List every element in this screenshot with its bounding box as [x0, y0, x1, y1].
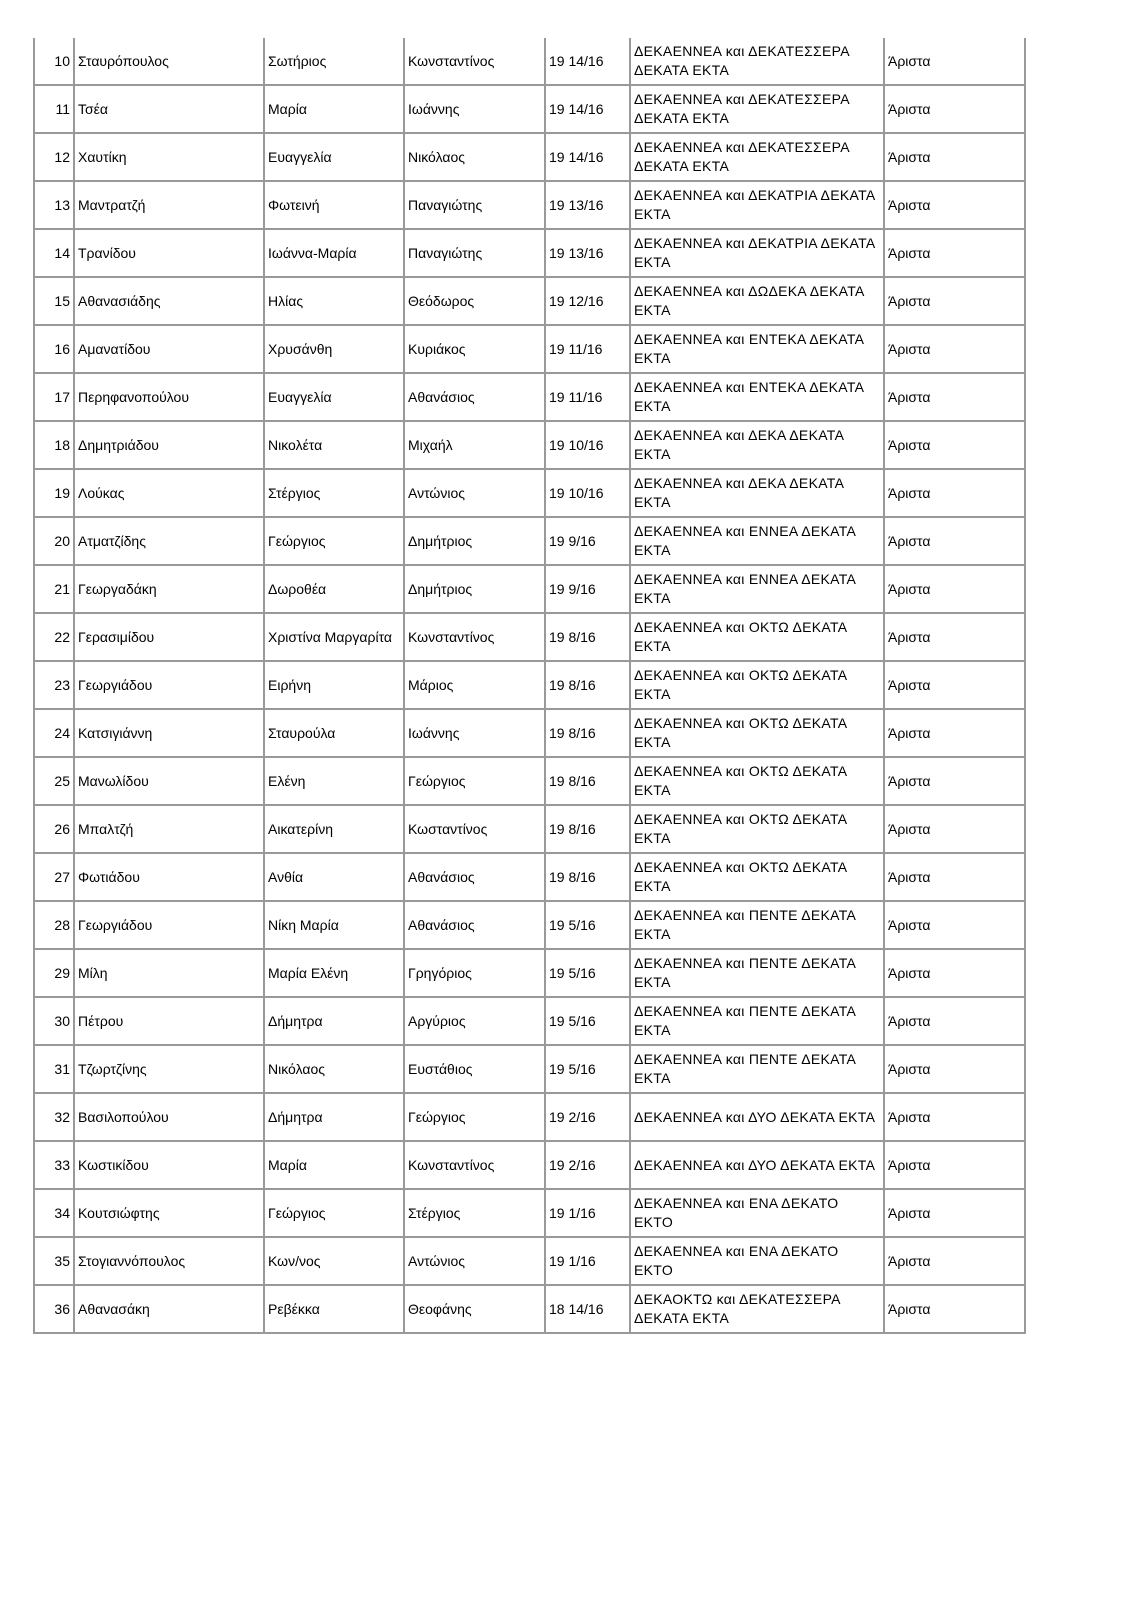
father-name-cell: Αντώνιος	[404, 1237, 545, 1285]
grade-in-words-cell: ΔΕΚΑΕΝΝΕΑ και ΟΚΤΩ ΔΕΚΑΤΑ ΕΚΤΑ	[630, 853, 884, 901]
row-number: 12	[34, 133, 74, 181]
grade-cell: 19 8/16	[545, 613, 630, 661]
table-row	[34, 421, 1025, 469]
rank-cell: Άριστα	[884, 373, 1025, 421]
row-number: 32	[34, 1093, 74, 1141]
grade-in-words-cell: ΔΕΚΑΕΝΝΕΑ και ΠΕΝΤΕ ΔΕΚΑΤΑ ΕΚΤΑ	[630, 1045, 884, 1093]
surname-cell: Λούκας	[74, 469, 264, 517]
father-name-cell: Αντώνιος	[404, 469, 545, 517]
father-name-cell: Γρηγόριος	[404, 949, 545, 997]
row-number: 34	[34, 1189, 74, 1237]
grade-cell: 19 8/16	[545, 661, 630, 709]
surname-cell: Γερασιμίδου	[74, 613, 264, 661]
row-number: 17	[34, 373, 74, 421]
rank-cell: Άριστα	[884, 277, 1025, 325]
grade-in-words-cell: ΔΕΚΑΕΝΝΕΑ και ΟΚΤΩ ΔΕΚΑΤΑ ΕΚΤΑ	[630, 757, 884, 805]
row-number: 18	[34, 421, 74, 469]
father-name-cell: Γεώργιος	[404, 1093, 545, 1141]
surname-cell: Κουτσιώφτης	[74, 1189, 264, 1237]
row-number: 22	[34, 613, 74, 661]
rank-cell: Άριστα	[884, 517, 1025, 565]
grade-cell: 19 2/16	[545, 1141, 630, 1189]
first-name-cell: Σταυρούλα	[264, 709, 404, 757]
grade-cell: 19 5/16	[545, 997, 630, 1045]
father-name-cell: Κωνσταντίνος	[404, 613, 545, 661]
table-row	[34, 38, 1025, 85]
table-row	[34, 661, 1025, 709]
grade-cell: 19 9/16	[545, 517, 630, 565]
row-number: 33	[34, 1141, 74, 1189]
first-name-cell: Ρεβέκκα	[264, 1285, 404, 1333]
row-number: 36	[34, 1285, 74, 1333]
rank-cell: Άριστα	[884, 325, 1025, 373]
table-row	[34, 1285, 1025, 1333]
row-number: 26	[34, 805, 74, 853]
row-number: 29	[34, 949, 74, 997]
row-number: 11	[34, 85, 74, 133]
surname-cell: Τρανίδου	[74, 229, 264, 277]
grade-cell: 19 10/16	[545, 421, 630, 469]
first-name-cell: Σωτήριος	[264, 38, 404, 85]
table-row	[34, 1237, 1025, 1285]
rank-cell: Άριστα	[884, 565, 1025, 613]
grade-in-words-cell: ΔΕΚΑΕΝΝΕΑ και ΕΝΤΕΚΑ ΔΕΚΑΤΑ ΕΚΤΑ	[630, 325, 884, 373]
rank-cell: Άριστα	[884, 38, 1025, 85]
father-name-cell: Αργύριος	[404, 997, 545, 1045]
father-name-cell: Παναγιώτης	[404, 181, 545, 229]
father-name-cell: Γεώργιος	[404, 757, 545, 805]
rank-cell: Άριστα	[884, 133, 1025, 181]
surname-cell: Σταυρόπουλος	[74, 38, 264, 85]
grade-cell: 19 1/16	[545, 1189, 630, 1237]
first-name-cell: Ανθία	[264, 853, 404, 901]
surname-cell: Μανωλίδου	[74, 757, 264, 805]
table-row	[34, 949, 1025, 997]
grade-in-words-cell: ΔΕΚΑΕΝΝΕΑ και ΔΩΔΕΚΑ ΔΕΚΑΤΑ ΕΚΤΑ	[630, 277, 884, 325]
row-number: 10	[34, 38, 74, 85]
table-row	[34, 613, 1025, 661]
grade-in-words-cell: ΔΕΚΑΟΚΤΩ και ΔΕΚΑΤΕΣΣΕΡΑ ΔΕΚΑΤΑ ΕΚΤΑ	[630, 1285, 884, 1333]
rank-cell: Άριστα	[884, 229, 1025, 277]
first-name-cell: Μαρία Ελένη	[264, 949, 404, 997]
table-row	[34, 1189, 1025, 1237]
row-number: 25	[34, 757, 74, 805]
surname-cell: Πέτρου	[74, 997, 264, 1045]
surname-cell: Μπαλτζή	[74, 805, 264, 853]
rank-cell: Άριστα	[884, 709, 1025, 757]
father-name-cell: Δημήτριος	[404, 565, 545, 613]
table-row	[34, 229, 1025, 277]
table-row	[34, 469, 1025, 517]
father-name-cell: Νικόλαος	[404, 133, 545, 181]
first-name-cell: Νικόλαος	[264, 1045, 404, 1093]
rank-cell: Άριστα	[884, 1093, 1025, 1141]
grade-in-words-cell: ΔΕΚΑΕΝΝΕΑ και ΕΝΝΕΑ ΔΕΚΑΤΑ ΕΚΤΑ	[630, 565, 884, 613]
rank-cell: Άριστα	[884, 997, 1025, 1045]
first-name-cell: Στέργιος	[264, 469, 404, 517]
row-number: 24	[34, 709, 74, 757]
rank-cell: Άριστα	[884, 181, 1025, 229]
rank-cell: Άριστα	[884, 949, 1025, 997]
grade-cell: 19 5/16	[545, 1045, 630, 1093]
father-name-cell: Κωνσταντίνος	[404, 1141, 545, 1189]
first-name-cell: Φωτεινή	[264, 181, 404, 229]
surname-cell: Χαυτίκη	[74, 133, 264, 181]
table-row	[34, 181, 1025, 229]
father-name-cell: Στέργιος	[404, 1189, 545, 1237]
first-name-cell: Γεώργιος	[264, 1189, 404, 1237]
grade-in-words-cell: ΔΕΚΑΕΝΝΕΑ και ΔΕΚΑΤΕΣΣΕΡΑ ΔΕΚΑΤΑ ΕΚΤΑ	[630, 85, 884, 133]
grade-cell: 19 5/16	[545, 949, 630, 997]
results-table-body	[34, 38, 1025, 1333]
row-number: 23	[34, 661, 74, 709]
grade-cell: 19 1/16	[545, 1237, 630, 1285]
grade-in-words-cell: ΔΕΚΑΕΝΝΕΑ και ΠΕΝΤΕ ΔΕΚΑΤΑ ΕΚΤΑ	[630, 997, 884, 1045]
row-number: 19	[34, 469, 74, 517]
first-name-cell: Μαρία	[264, 85, 404, 133]
grade-in-words-cell: ΔΕΚΑΕΝΝΕΑ και ΠΕΝΤΕ ΔΕΚΑΤΑ ΕΚΤΑ	[630, 901, 884, 949]
table-row	[34, 1141, 1025, 1189]
grade-cell: 19 12/16	[545, 277, 630, 325]
surname-cell: Τζωρτζίνης	[74, 1045, 264, 1093]
grade-cell: 19 5/16	[545, 901, 630, 949]
surname-cell: Τσέα	[74, 85, 264, 133]
father-name-cell: Ιωάννης	[404, 709, 545, 757]
rank-cell: Άριστα	[884, 1285, 1025, 1333]
grade-in-words-cell: ΔΕΚΑΕΝΝΕΑ και ΔΕΚΑ ΔΕΚΑΤΑ ΕΚΤΑ	[630, 421, 884, 469]
grade-in-words-cell: ΔΕΚΑΕΝΝΕΑ και ΔΥΟ ΔΕΚΑΤΑ ΕΚΤΑ	[630, 1093, 884, 1141]
table-row	[34, 277, 1025, 325]
surname-cell: Γεωργαδάκη	[74, 565, 264, 613]
table-row	[34, 133, 1025, 181]
table-row	[34, 757, 1025, 805]
first-name-cell: Κων/νος	[264, 1237, 404, 1285]
grade-cell: 19 13/16	[545, 229, 630, 277]
father-name-cell: Αθανάσιος	[404, 853, 545, 901]
surname-cell: Κωστικίδου	[74, 1141, 264, 1189]
table-row	[34, 85, 1025, 133]
father-name-cell: Δημήτριος	[404, 517, 545, 565]
grade-cell: 19 9/16	[545, 565, 630, 613]
first-name-cell: Χριστίνα Μαργαρίτα	[264, 613, 404, 661]
table-row	[34, 1093, 1025, 1141]
grade-in-words-cell: ΔΕΚΑΕΝΝΕΑ και ΔΕΚΑ ΔΕΚΑΤΑ ΕΚΤΑ	[630, 469, 884, 517]
rank-cell: Άριστα	[884, 1141, 1025, 1189]
grade-cell: 19 14/16	[545, 85, 630, 133]
rank-cell: Άριστα	[884, 757, 1025, 805]
father-name-cell: Μάριος	[404, 661, 545, 709]
father-name-cell: Κωνσταντίνος	[404, 38, 545, 85]
father-name-cell: Ευστάθιος	[404, 1045, 545, 1093]
grade-in-words-cell: ΔΕΚΑΕΝΝΕΑ και ΟΚΤΩ ΔΕΚΑΤΑ ΕΚΤΑ	[630, 661, 884, 709]
surname-cell: Μαντρατζή	[74, 181, 264, 229]
first-name-cell: Χρυσάνθη	[264, 325, 404, 373]
father-name-cell: Θεοφάνης	[404, 1285, 545, 1333]
surname-cell: Μίλη	[74, 949, 264, 997]
rank-cell: Άριστα	[884, 421, 1025, 469]
table-row	[34, 517, 1025, 565]
rank-cell: Άριστα	[884, 853, 1025, 901]
grade-cell: 19 2/16	[545, 1093, 630, 1141]
first-name-cell: Μαρία	[264, 1141, 404, 1189]
surname-cell: Βασιλοπούλου	[74, 1093, 264, 1141]
results-table	[33, 38, 1026, 1334]
father-name-cell: Αθανάσιος	[404, 901, 545, 949]
row-number: 21	[34, 565, 74, 613]
grade-in-words-cell: ΔΕΚΑΕΝΝΕΑ και ΔΕΚΑΤΕΣΣΕΡΑ ΔΕΚΑΤΑ ΕΚΤΑ	[630, 38, 884, 85]
surname-cell: Στογιαννόπουλος	[74, 1237, 264, 1285]
grade-in-words-cell: ΔΕΚΑΕΝΝΕΑ και ΕΝΑ ΔΕΚΑΤΟ ΕΚΤΟ	[630, 1189, 884, 1237]
grade-cell: 19 10/16	[545, 469, 630, 517]
surname-cell: Αθανασάκη	[74, 1285, 264, 1333]
row-number: 13	[34, 181, 74, 229]
surname-cell: Γεωργιάδου	[74, 661, 264, 709]
row-number: 31	[34, 1045, 74, 1093]
first-name-cell: Νίκη Μαρία	[264, 901, 404, 949]
grade-cell: 19 14/16	[545, 38, 630, 85]
row-number: 14	[34, 229, 74, 277]
rank-cell: Άριστα	[884, 613, 1025, 661]
row-number: 20	[34, 517, 74, 565]
grade-in-words-cell: ΔΕΚΑΕΝΝΕΑ και ΠΕΝΤΕ ΔΕΚΑΤΑ ΕΚΤΑ	[630, 949, 884, 997]
grade-in-words-cell: ΔΕΚΑΕΝΝΕΑ και ΕΝΝΕΑ ΔΕΚΑΤΑ ΕΚΤΑ	[630, 517, 884, 565]
grade-cell: 19 11/16	[545, 373, 630, 421]
grade-in-words-cell: ΔΕΚΑΕΝΝΕΑ και ΟΚΤΩ ΔΕΚΑΤΑ ΕΚΤΑ	[630, 709, 884, 757]
grade-cell: 19 14/16	[545, 133, 630, 181]
rank-cell: Άριστα	[884, 1045, 1025, 1093]
surname-cell: Φωτιάδου	[74, 853, 264, 901]
first-name-cell: Δήμητρα	[264, 997, 404, 1045]
surname-cell: Δημητριάδου	[74, 421, 264, 469]
rank-cell: Άριστα	[884, 805, 1025, 853]
grade-cell: 19 13/16	[545, 181, 630, 229]
first-name-cell: Ιωάννα-Μαρία	[264, 229, 404, 277]
father-name-cell: Θεόδωρος	[404, 277, 545, 325]
grade-in-words-cell: ΔΕΚΑΕΝΝΕΑ και ΟΚΤΩ ΔΕΚΑΤΑ ΕΚΤΑ	[630, 805, 884, 853]
grade-in-words-cell: ΔΕΚΑΕΝΝΕΑ και ΟΚΤΩ ΔΕΚΑΤΑ ΕΚΤΑ	[630, 613, 884, 661]
grade-cell: 18 14/16	[545, 1285, 630, 1333]
first-name-cell: Ειρήνη	[264, 661, 404, 709]
surname-cell: Περηφανοπούλου	[74, 373, 264, 421]
grade-in-words-cell: ΔΕΚΑΕΝΝΕΑ και ΔΕΚΑΤΕΣΣΕΡΑ ΔΕΚΑΤΑ ΕΚΤΑ	[630, 133, 884, 181]
table-row	[34, 901, 1025, 949]
table-row	[34, 373, 1025, 421]
surname-cell: Αθανασιάδης	[74, 277, 264, 325]
rank-cell: Άριστα	[884, 661, 1025, 709]
table-row	[34, 325, 1025, 373]
rank-cell: Άριστα	[884, 469, 1025, 517]
first-name-cell: Ελένη	[264, 757, 404, 805]
father-name-cell: Μιχαήλ	[404, 421, 545, 469]
table-row	[34, 565, 1025, 613]
row-number: 27	[34, 853, 74, 901]
rank-cell: Άριστα	[884, 1237, 1025, 1285]
father-name-cell: Κωσταντίνος	[404, 805, 545, 853]
first-name-cell: Ευαγγελία	[264, 133, 404, 181]
grade-cell: 19 8/16	[545, 853, 630, 901]
first-name-cell: Αικατερίνη	[264, 805, 404, 853]
grade-cell: 19 8/16	[545, 709, 630, 757]
surname-cell: Ατματζίδης	[74, 517, 264, 565]
grade-in-words-cell: ΔΕΚΑΕΝΝΕΑ και ΔΕΚΑΤΡΙΑ ΔΕΚΑΤΑ ΕΚΤΑ	[630, 181, 884, 229]
first-name-cell: Ηλίας	[264, 277, 404, 325]
rank-cell: Άριστα	[884, 1189, 1025, 1237]
first-name-cell: Νικολέτα	[264, 421, 404, 469]
father-name-cell: Αθανάσιος	[404, 373, 545, 421]
first-name-cell: Γεώργιος	[264, 517, 404, 565]
grade-cell: 19 8/16	[545, 805, 630, 853]
first-name-cell: Δωροθέα	[264, 565, 404, 613]
grade-in-words-cell: ΔΕΚΑΕΝΝΕΑ και ΕΝΑ ΔΕΚΑΤΟ ΕΚΤΟ	[630, 1237, 884, 1285]
first-name-cell: Δήμητρα	[264, 1093, 404, 1141]
table-row	[34, 997, 1025, 1045]
rank-cell: Άριστα	[884, 901, 1025, 949]
grade-in-words-cell: ΔΕΚΑΕΝΝΕΑ και ΕΝΤΕΚΑ ΔΕΚΑΤΑ ΕΚΤΑ	[630, 373, 884, 421]
table-row	[34, 709, 1025, 757]
grade-in-words-cell: ΔΕΚΑΕΝΝΕΑ και ΔΕΚΑΤΡΙΑ ΔΕΚΑΤΑ ΕΚΤΑ	[630, 229, 884, 277]
father-name-cell: Κυριάκος	[404, 325, 545, 373]
grade-cell: 19 11/16	[545, 325, 630, 373]
row-number: 28	[34, 901, 74, 949]
surname-cell: Κατσιγιάννη	[74, 709, 264, 757]
table-row	[34, 805, 1025, 853]
grade-in-words-cell: ΔΕΚΑΕΝΝΕΑ και ΔΥΟ ΔΕΚΑΤΑ ΕΚΤΑ	[630, 1141, 884, 1189]
table-row	[34, 853, 1025, 901]
row-number: 30	[34, 997, 74, 1045]
surname-cell: Γεωργιάδου	[74, 901, 264, 949]
table-row	[34, 1045, 1025, 1093]
first-name-cell: Ευαγγελία	[264, 373, 404, 421]
row-number: 16	[34, 325, 74, 373]
rank-cell: Άριστα	[884, 85, 1025, 133]
row-number: 35	[34, 1237, 74, 1285]
father-name-cell: Παναγιώτης	[404, 229, 545, 277]
row-number: 15	[34, 277, 74, 325]
father-name-cell: Ιωάννης	[404, 85, 545, 133]
grade-cell: 19 8/16	[545, 757, 630, 805]
surname-cell: Αμανατίδου	[74, 325, 264, 373]
